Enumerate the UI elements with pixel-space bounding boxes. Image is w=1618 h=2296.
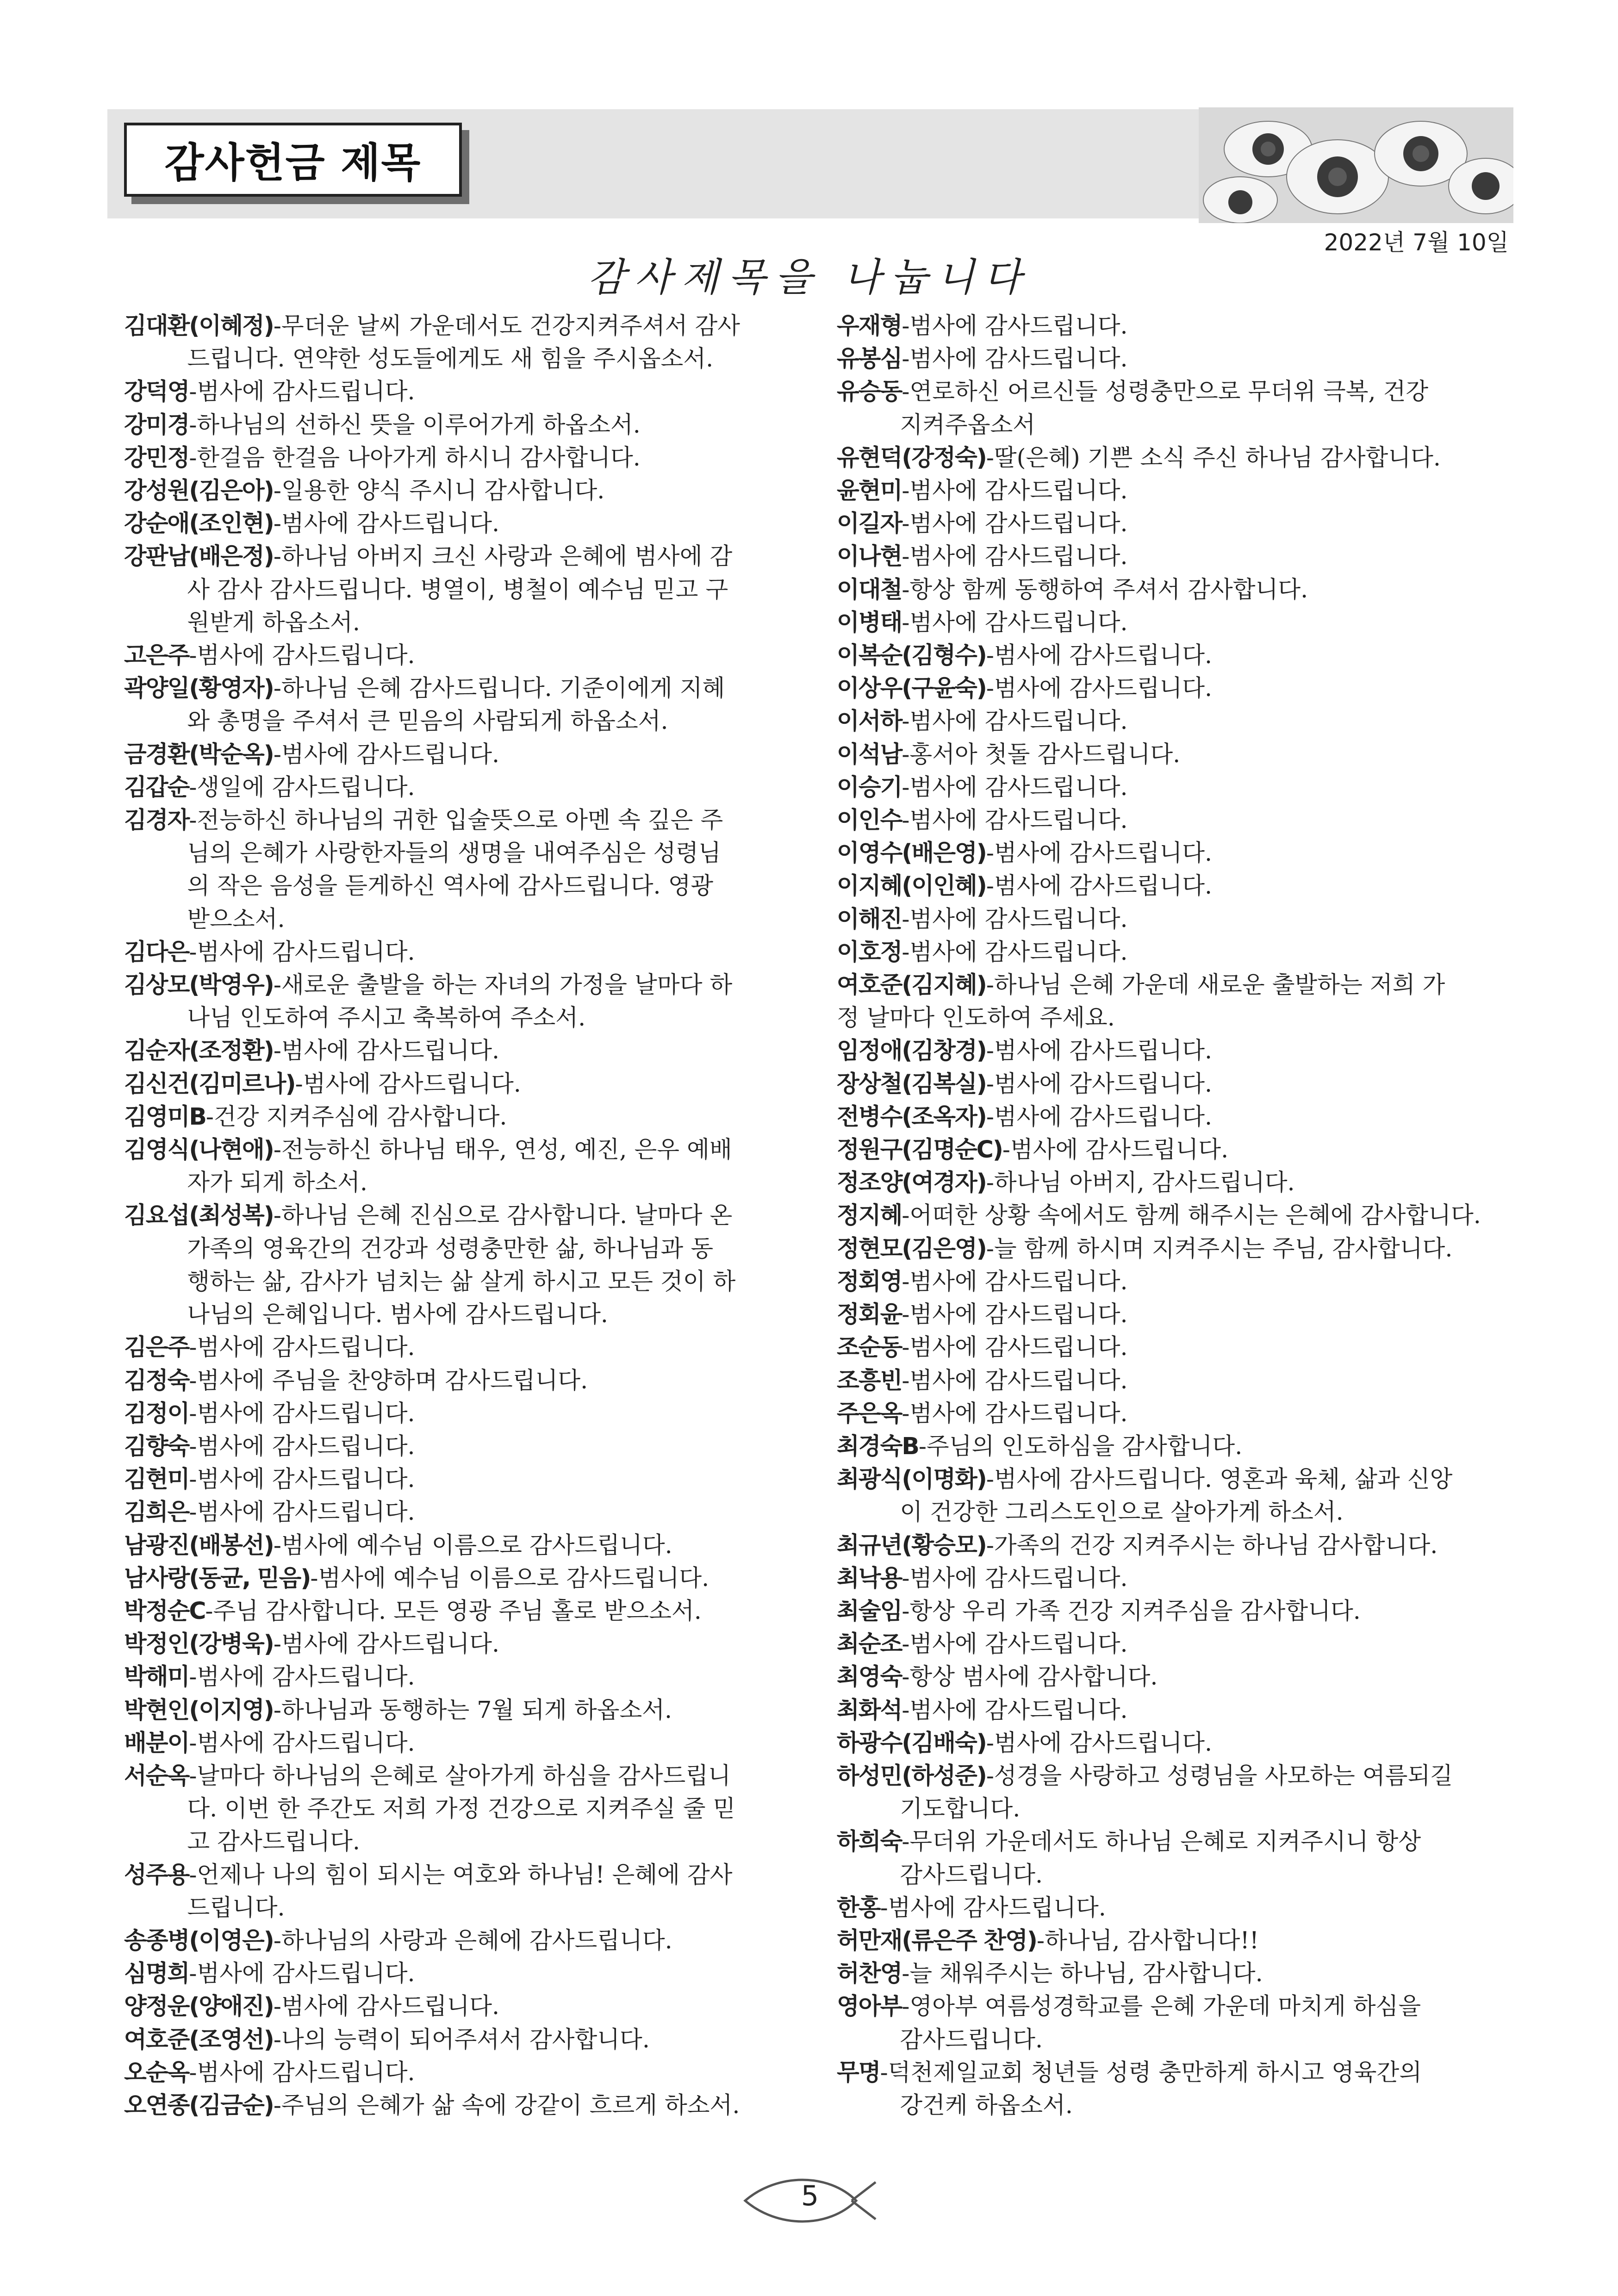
- entry: [837, 1430, 1508, 1462]
- entry: [124, 1957, 804, 1990]
- entry-name: 김영미B: [124, 1102, 206, 1130]
- entry-continuation: 가족의 영육간의 건강과 성령충만한 삶, 하나님과 동: [187, 1234, 714, 1262]
- entry-continuation: 감사드립니다.: [900, 1860, 1043, 1888]
- entry-continuation: 행하는 삶, 감사가 넘치는 삶 살게 하시고 모든 것이 하: [187, 1267, 736, 1295]
- entry: [124, 935, 804, 968]
- entry-message: -범사에 감사드립니다.: [902, 905, 1128, 933]
- entry-name: 임정애(김창경): [837, 1037, 986, 1064]
- entry-message: -항상 범사에 감사합니다.: [902, 1663, 1158, 1691]
- entry-name: 김신건(김미르나): [124, 1070, 295, 1097]
- entry-message: -범사에 감사드립니다.: [902, 1399, 1128, 1427]
- entry: [837, 1825, 1508, 1891]
- entry: [124, 1562, 804, 1594]
- entry-continuation: 다. 이번 한 주간도 저희 가정 건강으로 지켜주실 줄 믿: [187, 1795, 736, 1823]
- entry-name: 박해미: [124, 1663, 189, 1691]
- entry: [837, 968, 1508, 1001]
- entry-message: -언제나 나의 힘이 되시는 여호와 하나님! 은혜에 감사: [189, 1860, 733, 1888]
- entry-message: -연로하신 어르신들 성령충만으로 무더위 극복, 건강: [902, 378, 1429, 405]
- entry: [124, 375, 804, 408]
- entry: [837, 1594, 1508, 1627]
- entry: [124, 408, 804, 441]
- entry-continuation: 드립니다.: [187, 1893, 285, 1921]
- entry-message: -항상 함께 동행하여 주셔서 감사합니다.: [902, 575, 1308, 603]
- entry-name: 이석남: [837, 740, 902, 768]
- entry-name: 이병태: [837, 608, 902, 636]
- entry-name: 김요섭(최성복): [124, 1201, 274, 1229]
- entry: [837, 1462, 1508, 1528]
- entry-message: -영아부 여름성경학교를 은혜 가운데 마치게 하심을: [902, 1992, 1421, 2020]
- entry-message: -한걸음 한걸음 나아가게 하시니 감사합니다.: [189, 443, 641, 471]
- entry-message: -범사에 감사드립니다.: [1002, 1136, 1229, 1164]
- entry: [124, 1364, 804, 1397]
- entry: [124, 2056, 804, 2089]
- entry: [837, 902, 1508, 935]
- entry-name: 남사랑(동균, 믿음): [124, 1564, 311, 1592]
- entry-message: -범사에 감사드립니다.: [902, 510, 1128, 537]
- entry: [124, 1858, 804, 1924]
- entry-name: 최순조: [837, 1630, 902, 1658]
- entry-message: -범사에 감사드립니다.: [902, 1696, 1128, 1724]
- entry-name: 송종병(이영은): [124, 1926, 274, 1954]
- entry-message: -어떠한 상황 속에서도 함께 해주시는 은혜에 감사합니다.: [902, 1201, 1481, 1229]
- entry: [837, 441, 1508, 474]
- entry-message: -범사에 감사드립니다.: [273, 510, 500, 537]
- entry-name: 김영식(나현애): [124, 1136, 274, 1164]
- entry-message: -건강 지켜주심에 감사합니다.: [205, 1102, 507, 1130]
- entry-name: 남광진(배봉선): [124, 1531, 274, 1559]
- entry-message: -하나님 은혜 감사드립니다. 기준이에게 지혜: [273, 674, 725, 702]
- entry: [837, 342, 1508, 375]
- entry-name: 정회영: [837, 1267, 902, 1295]
- entry-name: 서순옥: [124, 1761, 189, 1789]
- entry-message: -딸(은혜) 기쁜 소식 주신 하나님 감사합니다.: [986, 443, 1441, 471]
- entry-name: 이서하: [837, 707, 902, 735]
- entry-message: -범사에 감사드립니다. 영혼과 육체, 삶과 신앙: [986, 1465, 1453, 1493]
- entry-name: 박정인(강병욱): [124, 1630, 274, 1658]
- entry-message: -늘 채워주시는 하나님, 감사합니다.: [902, 1960, 1263, 1987]
- entry-message: -범사에 감사드립니다.: [902, 707, 1128, 735]
- entry-message: -범사에 주님을 찬양하며 감사드립니다.: [189, 1366, 588, 1394]
- entry: [837, 606, 1508, 639]
- entry-message: -무더운 날씨 가운데서도 건강지켜주셔서 감사: [273, 312, 741, 339]
- entry: [124, 1462, 804, 1495]
- entry-message: -주님의 인도하심을 감사합니다.: [918, 1432, 1243, 1460]
- entry: [837, 1693, 1508, 1726]
- entry-message: -날마다 하나님의 은혜로 살아가게 하심을 감사드립니: [189, 1761, 731, 1789]
- entry: [837, 1529, 1508, 1562]
- entry-name: 유승동: [837, 378, 902, 405]
- entry-message: -범사에 감사드립니다.: [273, 1992, 500, 2020]
- entry: [124, 1660, 804, 1693]
- entry: [837, 1990, 1508, 2055]
- entry-continuation: 사 감사 감사드립니다. 병열이, 병철이 예수님 믿고 구: [187, 575, 728, 603]
- entry-message: -하나님, 감사합니다!!: [1037, 1926, 1259, 1954]
- entry-continuation: 이 건강한 그리스도인으로 살아가게 하소서.: [900, 1498, 1344, 1526]
- entry: [837, 935, 1508, 968]
- entry: [124, 1067, 804, 1100]
- entry-message: -주님의 은혜가 삶 속에 강같이 흐르게 하소서.: [273, 2091, 740, 2119]
- entry-message: -범사에 감사드립니다.: [902, 345, 1128, 373]
- entry: [124, 771, 804, 803]
- entry: [124, 1199, 804, 1331]
- entry-message: -가족의 건강 지켜주시는 하나님 감사합니다.: [986, 1531, 1438, 1559]
- entry-name: 한홍: [837, 1893, 880, 1921]
- entry-continuation: 정 날마다 인도하여 주세요.: [837, 1004, 1115, 1032]
- entry-name: 정지혜: [837, 1201, 902, 1229]
- entry-name: 고은주: [124, 641, 189, 669]
- entry-message: -덕천제일교회 청년들 성령 충만하게 하시고 영육간의: [880, 2058, 1422, 2086]
- entry: [124, 540, 804, 639]
- entry: [124, 1495, 804, 1528]
- entry-name: 주은옥: [837, 1399, 902, 1427]
- entry-message: -전능하신 하나님 태우, 연성, 예진, 은우 예배: [273, 1136, 732, 1164]
- entry-message: -늘 함께 하시며 지켜주시는 주님, 감사합니다.: [986, 1234, 1453, 1262]
- entry-message: -전능하신 하나님의 귀한 입술뜻으로 아멘 속 깊은 주: [189, 806, 723, 834]
- entry-name: 양정운(양애진): [124, 1992, 274, 2020]
- page-number-area: [741, 2171, 879, 2231]
- entry: [837, 1298, 1508, 1331]
- entry-message: -하나님 아버지 크신 사랑과 은혜에 범사에 감: [273, 542, 733, 570]
- entry-name: 김다은: [124, 938, 189, 965]
- page-title: 감사헌금 제목: [124, 123, 462, 197]
- entry-name: 우재형: [837, 312, 902, 339]
- entry-message: -일용한 양식 주시니 감사합니다.: [273, 477, 605, 504]
- entry-message: -범사에 감사드립니다.: [986, 1729, 1213, 1756]
- entry-name: 김향숙: [124, 1432, 189, 1460]
- entry: [837, 474, 1508, 507]
- entry-message: -범사에 감사드립니다.: [986, 1070, 1213, 1097]
- entry-continuation: 기도합니다.: [900, 1795, 1021, 1823]
- entry: [837, 1759, 1508, 1825]
- entry-name: 최영숙: [837, 1663, 902, 1691]
- entry-name: 심명희: [124, 1960, 189, 1987]
- entry-continuation: 지켜주옵소서: [900, 411, 1036, 438]
- entry-continuation: 나님 인도하여 주시고 축복하여 주소서.: [187, 1004, 586, 1032]
- entry: [124, 803, 804, 935]
- entry: [124, 1430, 804, 1462]
- entry-message: -범사에 감사드립니다.: [902, 773, 1128, 801]
- entry-message: -범사에 감사드립니다.: [189, 1432, 415, 1460]
- entry-message: -항상 우리 가족 건강 지켜주심을 감사합니다.: [902, 1597, 1361, 1624]
- entry-name: 강덕영: [124, 378, 189, 405]
- entry: [837, 1067, 1508, 1100]
- entry: [837, 1891, 1508, 1924]
- entry: [124, 441, 804, 474]
- right-column: [837, 309, 1508, 2122]
- entry-name: 유현덕(강정숙): [837, 443, 986, 471]
- entry-name: 윤현미: [837, 477, 902, 504]
- entry: [837, 573, 1508, 606]
- entry: [124, 309, 804, 375]
- section-heading: 감사제목을 나눕니다: [587, 255, 1031, 300]
- entry: [124, 1100, 804, 1133]
- entry-message: -범사에 감사드립니다.: [273, 1037, 500, 1064]
- entry: [837, 1166, 1508, 1199]
- entry-message: -하나님 은혜 진심으로 감사합니다. 날마다 온: [273, 1201, 733, 1229]
- entry: [124, 1627, 804, 1660]
- entry-name: 박정순C: [124, 1597, 205, 1624]
- entry-message: -범사에 감사드립니다.: [986, 1037, 1213, 1064]
- entry: [837, 1562, 1508, 1594]
- entry-message: -범사에 감사드립니다.: [986, 839, 1213, 867]
- entry: [837, 1265, 1508, 1298]
- entry-name: 김희은: [124, 1498, 189, 1526]
- entry-name: 금경환(박순옥): [124, 740, 274, 768]
- entry-message: -하나님과 동행하는 7월 되게 하옵소서.: [273, 1696, 672, 1724]
- entry-name: 최광식(이명화): [837, 1465, 986, 1493]
- entry-message: -하나님의 사랑과 은혜에 감사드립니다.: [273, 1926, 672, 1954]
- date: 2022년 7월 10일: [1324, 229, 1509, 256]
- entry: [124, 1990, 804, 2022]
- entry-name: 김순자(조정환): [124, 1037, 274, 1064]
- entry-message: -범사에 감사드립니다.: [189, 938, 415, 965]
- entry: [124, 1594, 804, 1627]
- entry: [837, 1364, 1508, 1397]
- entry-name: 여호준(김지혜): [837, 971, 986, 999]
- entry-name: 김정이: [124, 1399, 189, 1427]
- entry-message: -범사에 감사드립니다.: [902, 477, 1128, 504]
- entry: [124, 1759, 804, 1858]
- entry: [837, 803, 1508, 836]
- entry: [124, 639, 804, 672]
- entry-message: -나의 능력이 되어주셔서 감사합니다.: [273, 2025, 650, 2053]
- entry-name: 무명: [837, 2058, 880, 2086]
- entry-name: 하희숙: [837, 1828, 902, 1855]
- entry-message: -범사에 감사드립니다.: [902, 938, 1128, 965]
- entry: [124, 738, 804, 771]
- entry: [837, 1133, 1508, 1166]
- entry-name: 오연종(김금순): [124, 2091, 274, 2119]
- entry-name: 정현모(김은영): [837, 1234, 986, 1262]
- entry-name: 하광수(김배숙): [837, 1729, 986, 1756]
- entry: [837, 869, 1508, 902]
- entry-continuation: 의 작은 음성을 듣게하신 역사에 감사드립니다. 영광: [187, 872, 714, 900]
- entry: [124, 672, 804, 737]
- entry-name: 이나현: [837, 542, 902, 570]
- entry-name: 이영수(배은영): [837, 839, 986, 867]
- entry-name: 정회윤: [837, 1300, 902, 1328]
- entry-continuation: 자가 되게 하소서.: [187, 1169, 367, 1196]
- entry-name: 김경자: [124, 806, 189, 834]
- entry-message: -새로운 출발을 하는 자녀의 가정을 날마다 하: [273, 971, 733, 999]
- entry-message: -범사에 감사드립니다.: [902, 1564, 1128, 1592]
- entry-message: -범사에 감사드립니다.: [902, 542, 1128, 570]
- entry-name: 허만재(류은주 찬영): [837, 1926, 1037, 1954]
- entry-name: 영아부: [837, 1992, 902, 2020]
- entry-name: 김현미: [124, 1465, 189, 1493]
- entry-name: 김상모(박영우): [124, 971, 274, 999]
- entry-message: -범사에 감사드립니다.: [986, 872, 1213, 900]
- entry-message: -범사에 감사드립니다.: [189, 378, 415, 405]
- entry-message: -범사에 감사드립니다.: [902, 312, 1128, 339]
- entry: [837, 1331, 1508, 1363]
- entry-name: 이상우(구윤숙): [837, 674, 986, 702]
- entry: [124, 1924, 804, 1957]
- entry: [124, 1331, 804, 1363]
- entry: [124, 507, 804, 540]
- entry-name: 조흥빈: [837, 1366, 902, 1394]
- entry: [837, 836, 1508, 869]
- entry-message: -무더위 가운데서도 하나님 은혜로 지켜주시니 항상: [902, 1828, 1421, 1855]
- sunflower-illustration: [1199, 107, 1513, 223]
- entry-message: -주님 감사합니다. 모든 영광 주님 홀로 받으소서.: [205, 1597, 702, 1624]
- entry-name: 박현인(이지영): [124, 1696, 274, 1724]
- entry: [837, 704, 1508, 737]
- entry-message: -범사에 감사드립니다.: [295, 1070, 521, 1097]
- entry-message: -홍서아 첫돌 감사드립니다.: [902, 740, 1181, 768]
- entry-message: -범사에 감사드립니다.: [189, 1729, 415, 1756]
- entry-continuation: 강건케 하옵소서.: [900, 2091, 1073, 2119]
- entry-message: -범사에 예수님 이름으로 감사드립니다.: [310, 1564, 709, 1592]
- entry: [124, 1693, 804, 1726]
- entry-message: -하나님 아버지, 감사드립니다.: [986, 1169, 1295, 1196]
- entry-name: 김대환(이혜정): [124, 312, 274, 339]
- entry-message: -범사에 감사드립니다.: [189, 1663, 415, 1691]
- entry: [837, 1199, 1508, 1232]
- entry-name: 최경숙B: [837, 1432, 919, 1460]
- entry-name: 강순애(조인현): [124, 510, 274, 537]
- entry-continuation: 받으소서.: [187, 905, 285, 933]
- entry: [837, 738, 1508, 771]
- entry-message: -범사에 감사드립니다.: [902, 806, 1128, 834]
- entry-message: -생일에 감사드립니다.: [189, 773, 415, 801]
- entry-name: 최술임: [837, 1597, 902, 1624]
- entry-continuation: 나님의 은혜입니다. 범사에 감사드립니다.: [187, 1300, 608, 1328]
- entry-message: -범사에 감사드립니다.: [986, 641, 1213, 669]
- entry-message: -범사에 감사드립니다.: [189, 2058, 415, 2086]
- entry-message: -범사에 감사드립니다.: [902, 1366, 1128, 1394]
- entry-message: -범사에 감사드립니다.: [273, 740, 500, 768]
- entry-name: 김갑순: [124, 773, 189, 801]
- entry-message: -범사에 예수님 이름으로 감사드립니다.: [273, 1531, 672, 1559]
- left-column: [124, 309, 804, 2122]
- entry-name: 허찬영: [837, 1960, 902, 1987]
- entry-message: -범사에 감사드립니다.: [189, 1399, 415, 1427]
- entry-message: -범사에 감사드립니다.: [189, 1960, 415, 1987]
- entry: [837, 309, 1508, 342]
- entry-name: 유봉심: [837, 345, 902, 373]
- entry-message: -범사에 감사드립니다.: [189, 1465, 415, 1493]
- entry-message: -범사에 감사드립니다.: [902, 1333, 1128, 1361]
- entry-continuation: 와 총명을 주셔서 큰 믿음의 사람되게 하옵소서.: [187, 707, 668, 735]
- entry-name: 정원구(김명순C): [837, 1136, 1002, 1164]
- entry-name: 이호정: [837, 938, 902, 965]
- entry-message: -범사에 감사드립니다.: [189, 641, 415, 669]
- entry: [837, 1100, 1508, 1133]
- entry-message: -하나님 은혜 가운데 새로운 출발하는 저희 가: [986, 971, 1445, 999]
- entry-message: -범사에 감사드립니다.: [273, 1630, 500, 1658]
- entry: [837, 540, 1508, 572]
- page-number: 5: [801, 2180, 819, 2212]
- entry: [837, 2056, 1508, 2122]
- entry-name: 이대철: [837, 575, 902, 603]
- entry: [837, 1397, 1508, 1430]
- entry-name: 강미경: [124, 411, 189, 438]
- entry-name: 전병수(조옥자): [837, 1102, 986, 1130]
- entry: [837, 1232, 1508, 1265]
- entry-message: -범사에 감사드립니다.: [880, 1893, 1106, 1921]
- entry: [837, 1034, 1508, 1067]
- entry-name: 성주용: [124, 1860, 189, 1888]
- entry: [837, 375, 1508, 441]
- entry-continuation: 드립니다. 연약한 성도들에게도 새 힘을 주시옵소서.: [187, 345, 714, 373]
- entry-name: 정조양(여경자): [837, 1169, 986, 1196]
- entry-name: 강민정: [124, 443, 189, 471]
- entry-continuation: 님의 은혜가 사랑한자들의 생명을 내여주심은 성령님: [187, 839, 721, 867]
- entry: [124, 1726, 804, 1759]
- entry: [124, 1529, 804, 1562]
- entry-name: 곽양일(황영자): [124, 674, 274, 702]
- entry: [124, 1034, 804, 1067]
- entry: [837, 1627, 1508, 1660]
- entry-message: -범사에 감사드립니다.: [189, 1498, 415, 1526]
- entry-message: -범사에 감사드립니다.: [986, 1102, 1213, 1130]
- entry-message: -성경을 사랑하고 성령님을 사모하는 여름되길: [986, 1761, 1453, 1789]
- entry: [124, 474, 804, 507]
- entry: [837, 639, 1508, 672]
- entry-name: 조순동: [837, 1333, 902, 1361]
- entry-name: 강성원(김은아): [124, 477, 274, 504]
- entry-message: -범사에 감사드립니다.: [902, 1630, 1128, 1658]
- entry-name: 하성민(하성준): [837, 1761, 986, 1789]
- entry-name: 이인수: [837, 806, 902, 834]
- entry-name: 김은주: [124, 1333, 189, 1361]
- entry: [837, 771, 1508, 803]
- entry-name: 이지혜(이인혜): [837, 872, 986, 900]
- entry: [837, 507, 1508, 540]
- entry-message: -범사에 감사드립니다.: [189, 1333, 415, 1361]
- entry-name: 오순옥: [124, 2058, 189, 2086]
- entry: [837, 672, 1508, 704]
- entry-name: 강판남(배은정): [124, 542, 274, 570]
- entry: [837, 1957, 1508, 1990]
- entry-message: -범사에 감사드립니다.: [902, 1300, 1128, 1328]
- entry-name: 김정숙: [124, 1366, 189, 1394]
- entry-message: -하나님의 선하신 뜻을 이루어가게 하옵소서.: [189, 411, 641, 438]
- entry-name: 배분이: [124, 1729, 189, 1756]
- entry: [124, 2089, 804, 2122]
- entry-name: 이복순(김형수): [837, 641, 986, 669]
- entry-name: 최낙용: [837, 1564, 902, 1592]
- entry: [124, 968, 804, 1034]
- entry: [837, 1660, 1508, 1693]
- entry-name: 최화석: [837, 1696, 902, 1724]
- entry-name: 장상철(김복실): [837, 1070, 986, 1097]
- entry-name: 이해진: [837, 905, 902, 933]
- entry-message: -범사에 감사드립니다.: [902, 1267, 1128, 1295]
- entry-name: 이길자: [837, 510, 902, 537]
- entry-continuation: 감사드립니다.: [900, 2025, 1043, 2053]
- entry: [124, 2023, 804, 2056]
- entry: [124, 1133, 804, 1199]
- entry-message: -범사에 감사드립니다.: [986, 674, 1213, 702]
- entry-name: 이승기: [837, 773, 902, 801]
- entry: [124, 1397, 804, 1430]
- entry-name: 여호준(조영선): [124, 2025, 274, 2053]
- entry-name: 최규년(황승모): [837, 1531, 986, 1559]
- entry-continuation: 고 감사드립니다.: [187, 1828, 360, 1855]
- entry-continuation: 원받게 하옵소서.: [187, 608, 360, 636]
- entry: [837, 1726, 1508, 1759]
- entry: [837, 1924, 1508, 1957]
- entry-message: -범사에 감사드립니다.: [902, 608, 1128, 636]
